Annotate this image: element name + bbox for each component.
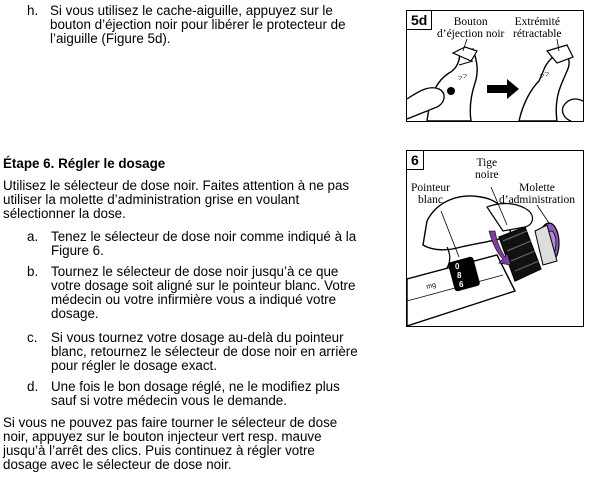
label-line: Tige (476, 157, 498, 169)
label-black-stem (475, 157, 499, 181)
svg-text:>>: >> (456, 70, 470, 83)
text-line: sauf si votre médecin vous le demande. (51, 393, 287, 408)
text-line: sélectionner la dose. (3, 206, 126, 221)
text-line: Tenez le sélecteur de dose noir comme indiqué à la (51, 229, 357, 244)
label-eject-button (437, 16, 504, 40)
label-delivery-wheel (499, 182, 575, 206)
label-line: Bouton (453, 16, 488, 28)
pen-mark-text: mg (425, 281, 437, 291)
text-line: Figure 6. (51, 243, 104, 258)
text-line: Tournez le sélecteur de dose noir jusqu’à ce que (51, 264, 339, 279)
svg-text:>>: >> (538, 68, 552, 81)
figure-6-number: 6 (407, 151, 424, 170)
label-line: d’éjection noir (437, 28, 505, 40)
item-d-text (51, 380, 401, 408)
item-a-text (51, 230, 401, 258)
label-line: rétractable (513, 28, 562, 40)
text-line: dosage. (51, 306, 99, 321)
step6-intro (3, 179, 398, 221)
text-line: jusqu’à l’arrêt des clics. Puis continuez à régler votre (3, 443, 315, 458)
step-h-marker: h. (27, 3, 39, 18)
text-line: Si vous utilisez le cache-aiguille, appuyez sur le (50, 3, 333, 18)
text-line: Utilisez le sélecteur de dose noir. Faites attention à ne pas (3, 178, 350, 193)
figure-5d (406, 10, 584, 122)
item-b-marker: b. (27, 264, 39, 279)
dial-number: 6 (459, 280, 464, 289)
item-c-text (51, 331, 401, 373)
text-line: pour régler le dosage exact. (51, 358, 217, 373)
text-line: blanc, retournez le sélecteur de dose noir en arrière (51, 344, 358, 359)
text-line: bouton d’éjection noir pour libérer le protecteur de (50, 17, 346, 32)
step6-closing (3, 416, 398, 472)
item-d-marker: d. (27, 379, 39, 394)
step6-heading: Étape 6. Régler le dosage (3, 156, 166, 171)
label-line: Pointeur (411, 182, 450, 194)
label-line: blanc (418, 194, 443, 206)
label-line: noire (475, 169, 499, 181)
item-c-marker: c. (27, 330, 38, 345)
text-line: utiliser la molette d’administration grise en voulant (3, 192, 300, 207)
text-line: dosage avec le sélecteur de dose noir. (3, 457, 232, 472)
text-line: Si vous ne pouvez pas faire tourner le sélecteur de dose (3, 415, 338, 430)
text-line: Si vous tournez votre dosage au-delà du pointeur (51, 330, 344, 345)
text-line: Une fois le bon dosage réglé, ne le modifiez plus (51, 379, 340, 394)
text-line: noir, appuyez sur le bouton injecteur vert resp. mauve (3, 429, 322, 444)
label-line: Extrémité (514, 16, 560, 28)
figure-6 (406, 150, 584, 327)
item-b-text (51, 265, 401, 321)
label-line: Molette (519, 182, 555, 194)
item-a-marker: a. (27, 229, 39, 244)
text-line: votre dosage soit aligné sur le pointeur blanc. Votre (51, 278, 356, 293)
dial-number: 8 (457, 271, 462, 280)
text-line: médecin ou votre infirmière vous a indiqué votre (51, 292, 337, 307)
text-line: l’aiguille (Figure 5d). (50, 31, 171, 46)
label-white-pointer (411, 182, 450, 206)
label-retractable-tip (513, 16, 562, 40)
label-line: d’administration (499, 194, 576, 206)
figure-5d-number: 5d (407, 11, 432, 30)
step-h-text (50, 4, 400, 46)
dial-number: 0 (455, 262, 460, 271)
